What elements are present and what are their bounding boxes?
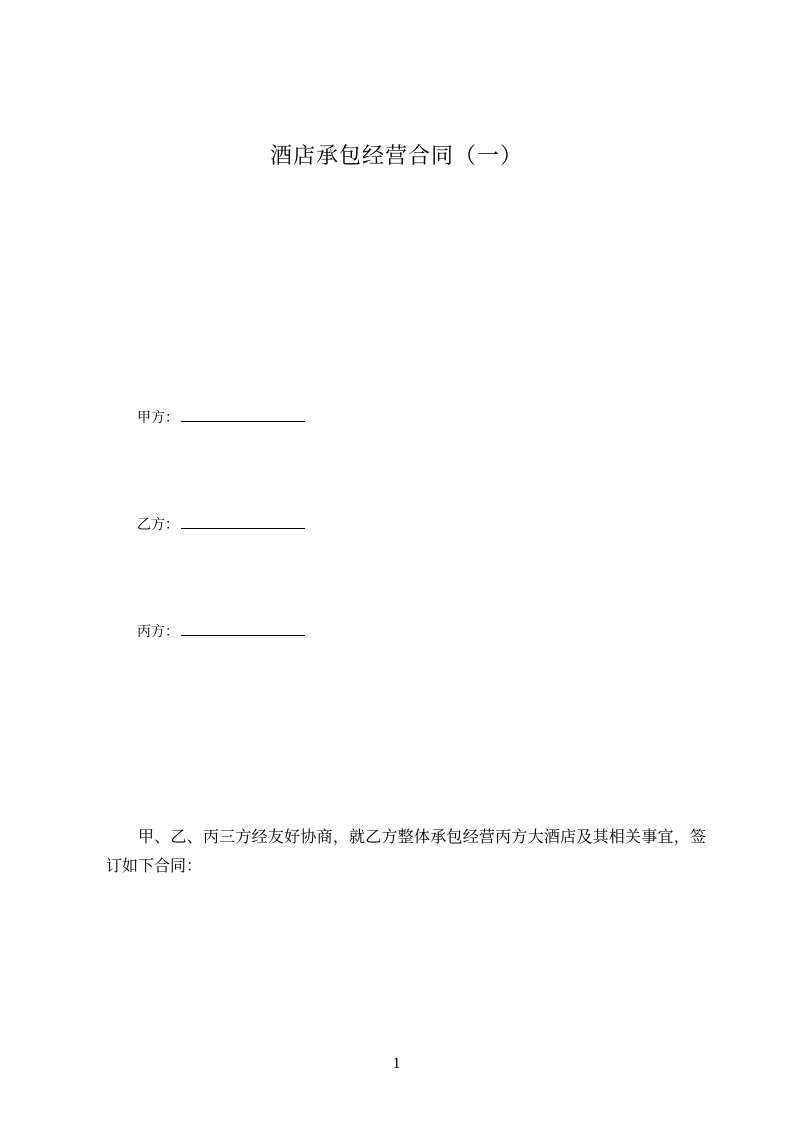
party-a-blank	[181, 407, 305, 422]
party-b-label: 乙方：	[137, 517, 179, 533]
party-a-line	[137, 407, 305, 428]
document-title: 酒店承包经营合同（一）	[269, 144, 523, 169]
party-c-line	[137, 621, 305, 642]
party-c-blank	[181, 621, 305, 636]
page-number: 1	[392, 1055, 401, 1072]
party-b-line	[137, 514, 305, 535]
party-b-blank	[181, 514, 305, 529]
intro-paragraph: 甲、乙、丙三方经友好协商，就乙方整体承包经营丙方大酒店及其相关事宜，签订如下合同：	[106, 827, 706, 875]
party-a-label: 甲方：	[137, 410, 179, 426]
party-c-label: 丙方：	[137, 624, 179, 640]
